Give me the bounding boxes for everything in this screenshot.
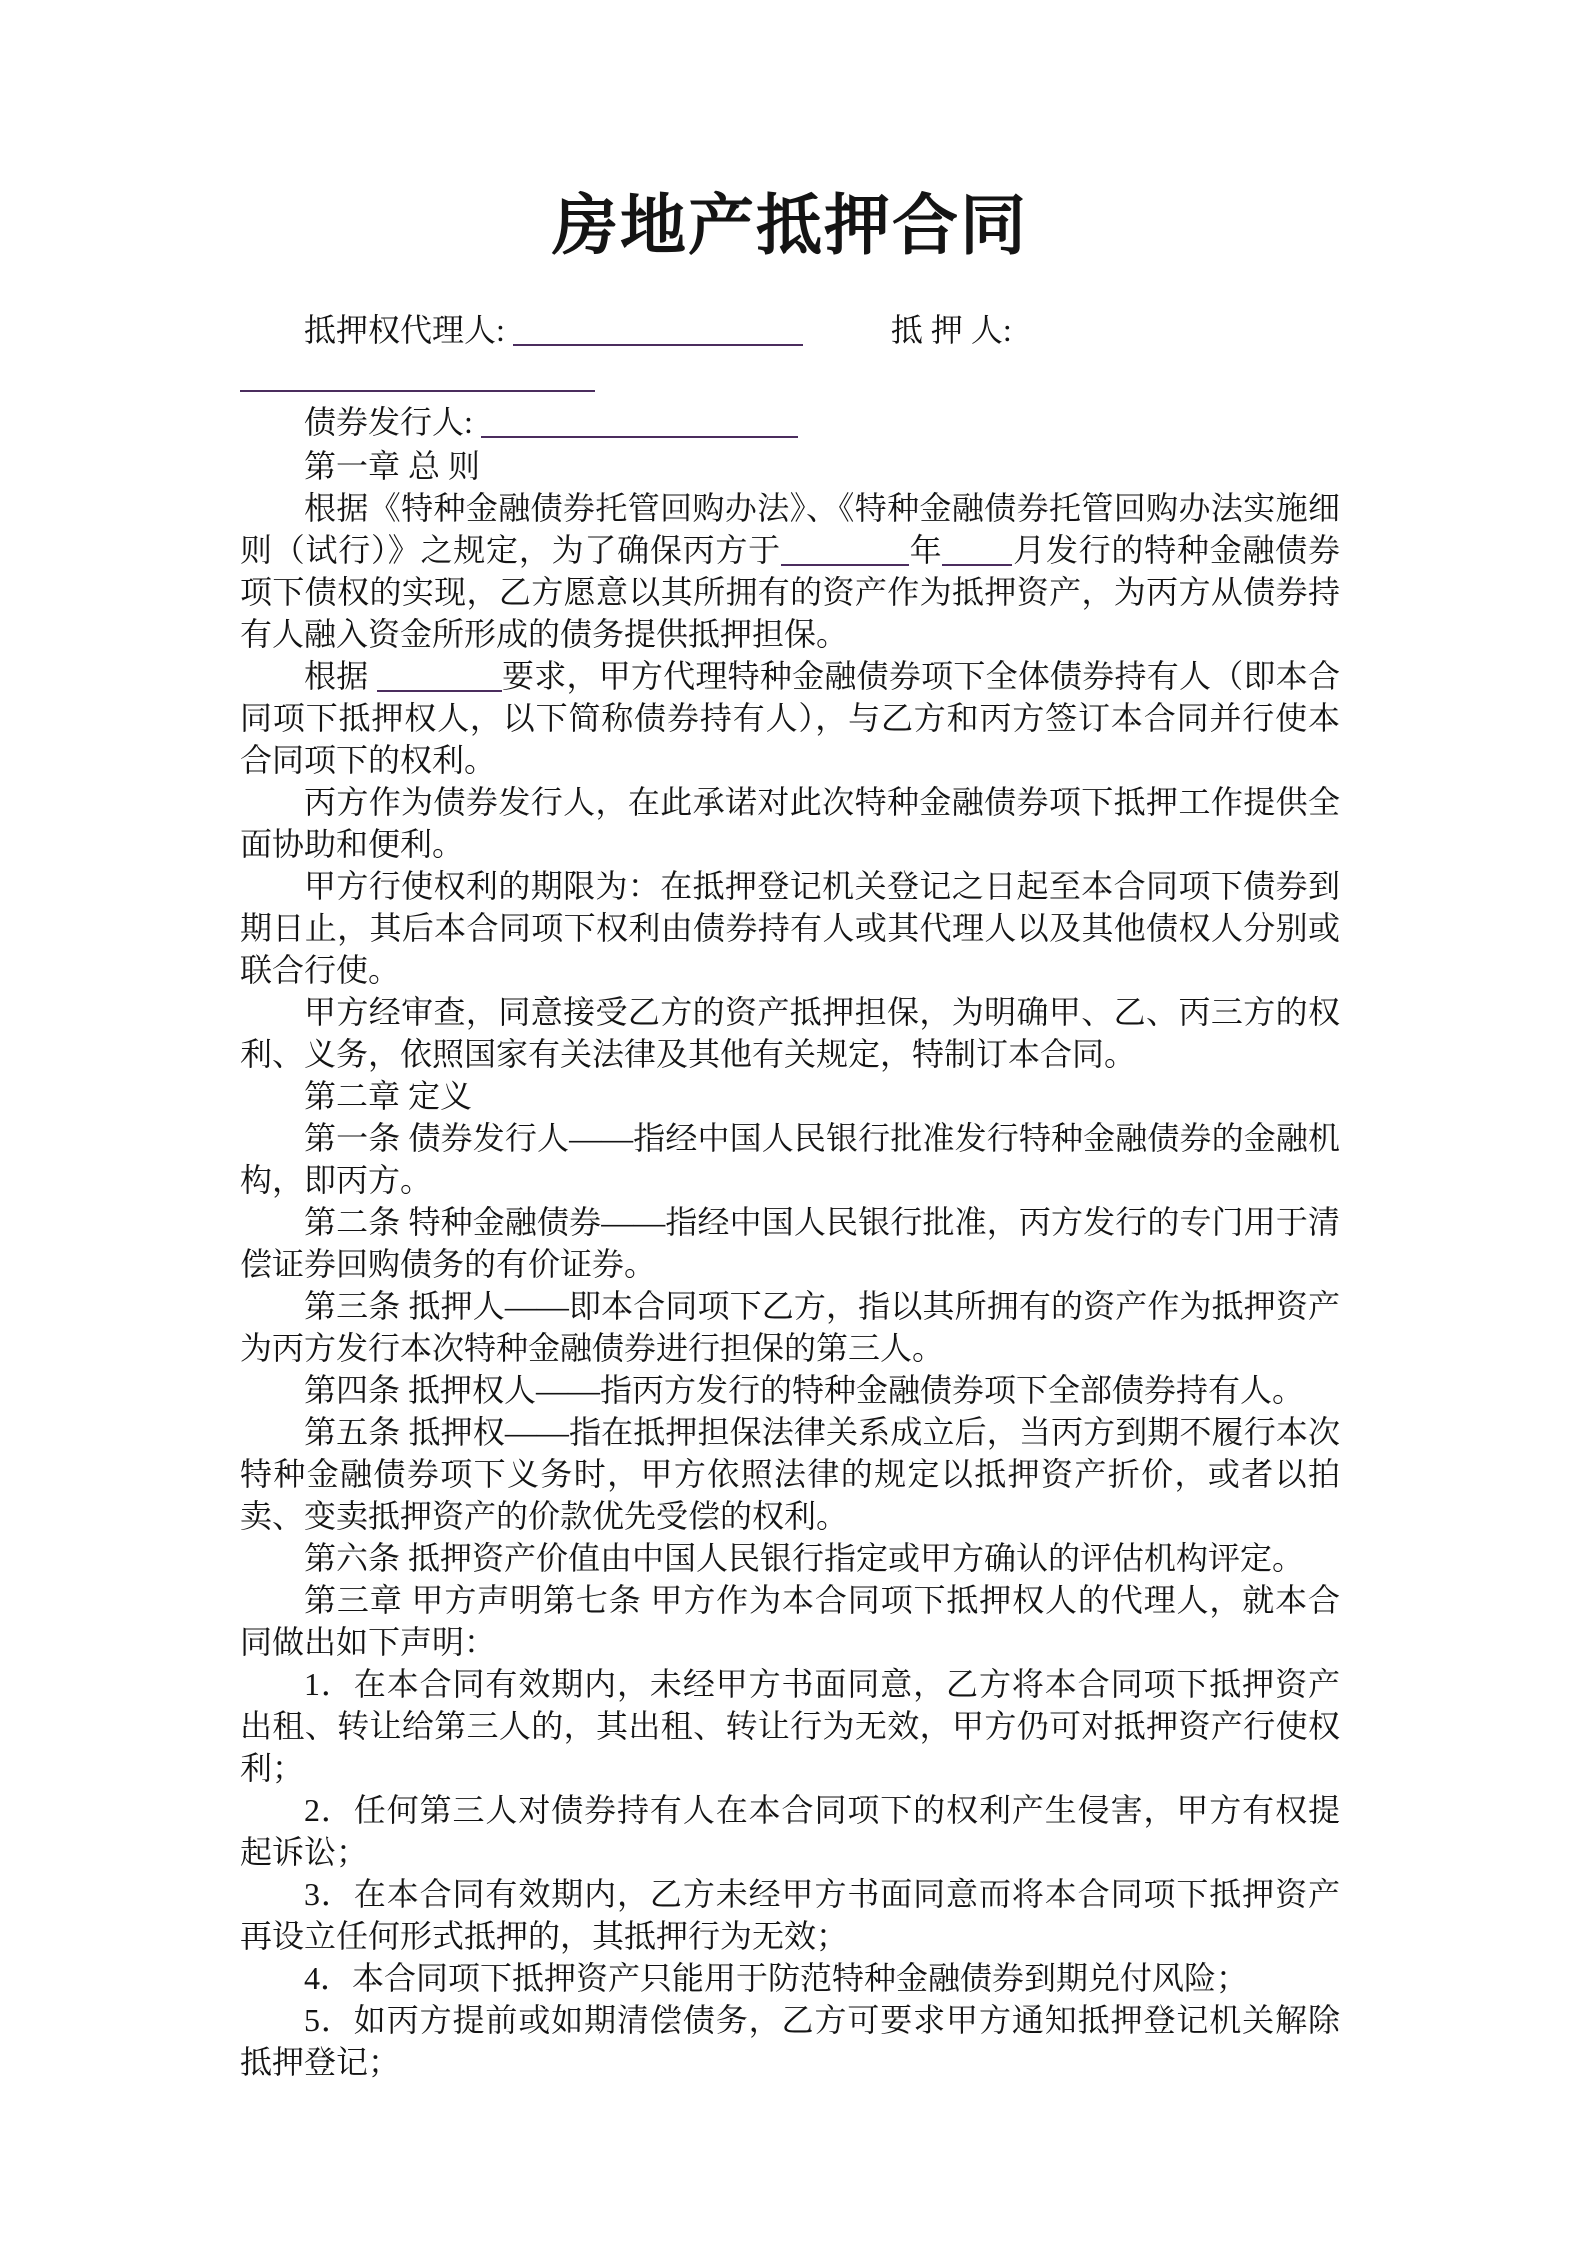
header-row-overflow	[240, 353, 1340, 399]
contract-paragraph: 第三条 抵押人——即本合同项下乙方，指以其所拥有的资产作为抵押资产为丙方发行本次特种金融债券进行担保的第三人。	[240, 1288, 1340, 1367]
contract-paragraph: 第四条 抵押权人——指丙方发行的特种金融债券项下全部债券持有人。	[304, 1372, 1305, 1409]
contract-paragraph: 第二条 特种金融债券——指经中国人民银行批准，丙方发行的专门用于清偿证券回购债务的有价证券。	[240, 1204, 1340, 1283]
mortgagor-label: 抵 押 人:	[890, 312, 1012, 349]
agent-blank-underline	[513, 343, 803, 346]
issuer-blank-underline	[481, 435, 798, 438]
contract-paragraph: 甲方经审查，同意接受乙方的资产抵押担保，为明确甲、乙、丙三方的权利、义务，依照国家有关法律及其他有关规定，特制订本合同。	[240, 994, 1340, 1073]
contract-paragraph: 第一条 债券发行人——指经中国人民银行批准发行特种金融债券的金融机构，即丙方。	[240, 1120, 1340, 1199]
bond-issuer-label: 债券发行人:	[304, 404, 473, 441]
header-row-agent	[240, 307, 1340, 353]
contract-body	[240, 445, 1340, 2083]
chapter-heading: 第二章 定义	[304, 1078, 473, 1115]
contract-paragraph: 4．本合同项下抵押资产只能用于防范特种金融债券到期兑付风险；	[304, 1960, 1249, 1997]
blank-underline	[942, 563, 1012, 566]
contract-title: 房地产抵押合同	[552, 190, 1028, 263]
blank-underline	[781, 563, 909, 566]
mortgagee-agent-label: 抵押权代理人:	[304, 312, 505, 349]
header-row-issuer	[240, 399, 1340, 445]
contract-paragraph: 根据《特种金融债券托管回购办法》、《特种金融债券托管回购办法实施细则（试行）》之规定，为了确保丙方于 年 月发行的特种金融债券项下债权的实现，乙方愿意以其所拥有的资产作为抵押资产，为丙方从债券持有人融入资金所形成的债务提供抵押担保。	[240, 490, 1340, 653]
contract-paragraph: 甲方行使权利的期限为：在抵押登记机关登记之日起至本合同项下债券到期日止，其后本合同项下权利由债券持有人或其代理人以及其他债权人分别或联合行使。	[240, 868, 1340, 989]
overflow-blank-underline	[240, 389, 595, 392]
contract-paragraph: 第六条 抵押资产价值由中国人民银行指定或甲方确认的评估机构评定。	[304, 1540, 1305, 1577]
chapter-heading: 第一章 总 则	[304, 448, 481, 485]
contract-paragraph: 5．如丙方提前或如期清偿债务，乙方可要求甲方通知抵押登记机关解除抵押登记；	[240, 2002, 1340, 2081]
contract-paragraph: 1．在本合同有效期内，未经甲方书面同意，乙方将本合同项下抵押资产出租、转让给第三人的，其出租、转让行为无效，甲方仍可对抵押资产行使权利；	[240, 1666, 1340, 1787]
contract-paragraph: 3．在本合同有效期内，乙方未经甲方书面同意而将本合同项下抵押资产再设立任何形式抵押的，其抵押行为无效；	[240, 1876, 1340, 1955]
blank-underline	[377, 689, 502, 692]
contract-paragraph: 根据 要求，甲方代理特种金融债券项下全体债券持有人（即本合同项下抵押权人，以下简称债券持有人），与乙方和丙方签订本合同并行使本合同项下的权利。	[240, 658, 1340, 779]
contract-paragraph: 第三章 甲方声明第七条 甲方作为本合同项下抵押权人的代理人，就本合同做出如下声明：	[240, 1582, 1340, 1661]
contract-paragraph: 2．任何第三人对债券持有人在本合同项下的权利产生侵害，甲方有权提起诉讼；	[240, 1792, 1340, 1871]
contract-paragraph: 丙方作为债券发行人，在此承诺对此次特种金融债券项下抵押工作提供全面协助和便利。	[240, 784, 1340, 863]
contract-paragraph: 第五条 抵押权——指在抵押担保法律关系成立后，当丙方到期不履行本次特种金融债券项下义务时，甲方依照法律的规定以抵押资产折价，或者以拍卖、变卖抵押资产的价款优先受偿的权利。	[240, 1414, 1340, 1535]
